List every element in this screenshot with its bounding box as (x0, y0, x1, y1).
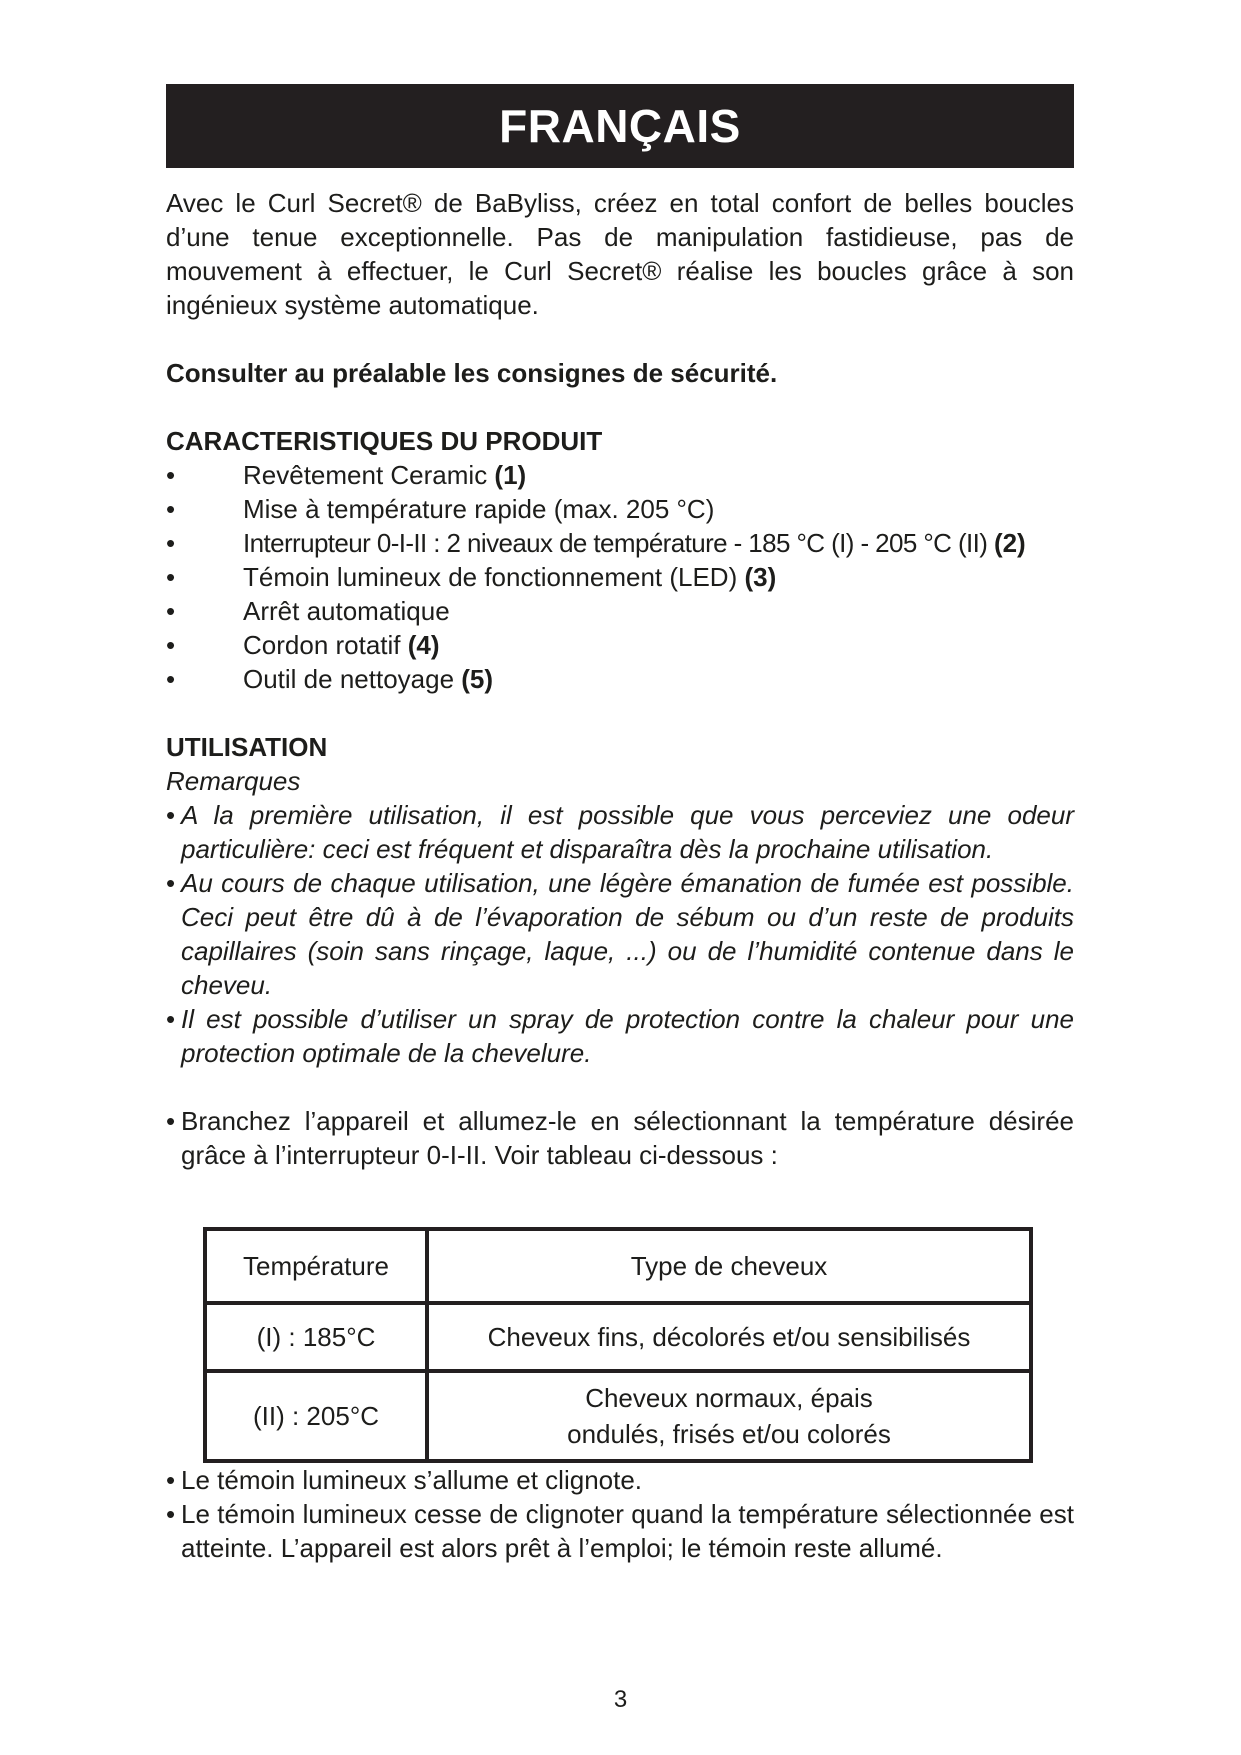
table-cell: (II) : 205°C (205, 1371, 427, 1461)
remarks-label: Remarques (166, 766, 301, 796)
list-item: • Outil de nettoyage (5) (166, 664, 494, 694)
remarks-list (166, 798, 1074, 1070)
steps-list (166, 1463, 1074, 1565)
list-item: • Le témoin lumineux cesse de clignoter quand la température sélectionnée est atteinte. L’appareil est alors prêt à l’emploi; le témoin reste allumé. (166, 1499, 1074, 1563)
table-row (205, 1303, 1031, 1371)
list-item: • Mise à température rapide (max. 205 °C) (166, 494, 715, 524)
table-row (205, 1371, 1031, 1461)
table-cell: (I) : 185°C (205, 1303, 427, 1371)
intro-paragraph: Avec le Curl Secret® de BaByliss, créez en total confort de belles boucles d’une tenue exceptionnelle. Pas de manipulation fastidieuse, pas de mouvement à effectuer, le Curl Secret® réalise les boucles grâce à son ingénieux système automatique. (166, 188, 1074, 320)
list-item: • Il est possible d’utiliser un spray de protection contre la chaleur pour une protection optimale de la chevelure. (166, 1004, 1074, 1068)
table-cell-line: Cheveux normaux, épais (585, 1383, 873, 1413)
language-header (166, 84, 1074, 168)
features-title: CARACTERISTIQUES DU PRODUIT (166, 426, 603, 456)
list-item: • Le témoin lumineux s’allume et clignote. (166, 1465, 643, 1495)
features-list (166, 458, 1074, 696)
temperature-table (203, 1227, 1033, 1463)
list-item: • Revêtement Ceramic (1) (166, 460, 527, 490)
page-number: 3 (613, 1686, 628, 1713)
list-item: • Branchez l’appareil et allumez-le en sélectionnant la température désirée grâce à l’interrupteur 0-I-II. Voir tableau ci-dessous : (166, 1106, 1074, 1170)
list-item: • Interrupteur 0-I-II : 2 niveaux de température - 185 °C (I) - 205 °C (II) (2) (166, 528, 1026, 558)
usage-title: UTILISATION (166, 732, 328, 762)
safety-notice: Consulter au préalable les consignes de sécurité. (166, 358, 778, 388)
list-item: • Au cours de chaque utilisation, une légère émanation de fumée est possible. Ceci peut être dû à de l’évaporation de sébum ou d’un reste de produits capillaires (soin sans rinçage, laque, ...) ou de l’humidité contenue dans le cheveu. (166, 868, 1074, 1000)
list-item: • Cordon rotatif (4) (166, 630, 440, 660)
table-row (205, 1229, 1031, 1303)
list-item: • A la première utilisation, il est possible que vous perceviez une odeur particulière: ceci est fréquent et disparaîtra dès la prochaine utilisation. (166, 800, 1074, 864)
page-title: FRANÇAIS (499, 100, 741, 152)
list-item: • Arrêt automatique (166, 596, 450, 626)
table-cell-line: ondulés, frisés et/ou colorés (567, 1419, 891, 1449)
table-cell (427, 1371, 1031, 1461)
temperature-table-wrapper (203, 1227, 1074, 1463)
table-cell: Cheveux fins, décolorés et/ou sensibilisés (427, 1303, 1031, 1371)
table-header-cell: Type de cheveux (427, 1229, 1031, 1303)
list-item: • Témoin lumineux de fonctionnement (LED) (3) (166, 562, 777, 592)
table-header-cell: Température (205, 1229, 427, 1303)
instruction-list (166, 1104, 1074, 1172)
document-page (166, 84, 1074, 1565)
